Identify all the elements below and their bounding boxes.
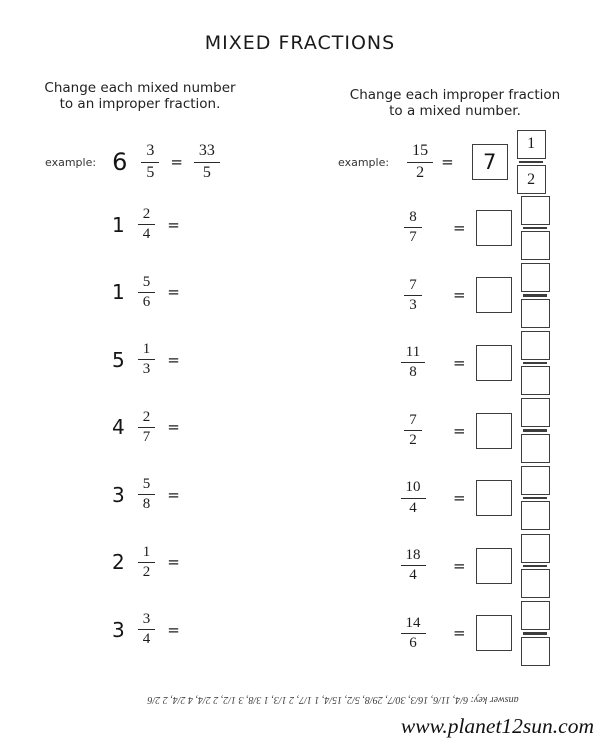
fraction-denominator: 7: [142, 428, 151, 445]
equals-sign: =: [453, 353, 466, 372]
fraction-bar: [523, 362, 547, 365]
fraction-answer-stack: [521, 534, 550, 599]
fraction-denominator: 3: [142, 361, 151, 378]
fraction-denominator: 4: [142, 226, 151, 243]
improper-fraction-problem: [330, 464, 590, 532]
page-title: MIXED FRACTIONS: [204, 32, 396, 54]
fraction-numerator: 10: [401, 479, 426, 498]
whole-number-answer-box[interactable]: [476, 615, 512, 651]
example-label: example:: [45, 155, 97, 169]
fraction: [138, 206, 156, 244]
equals-sign: =: [167, 350, 180, 369]
denominator-answer-box[interactable]: [521, 434, 550, 463]
fraction-denominator: 2: [142, 563, 151, 580]
fraction-numerator: 2: [138, 409, 156, 428]
fraction-numerator: 7: [404, 277, 422, 296]
fraction-denominator: 5: [202, 163, 211, 181]
fraction: [138, 544, 156, 582]
numerator-answer-box[interactable]: [521, 263, 550, 292]
whole-number-answer-box: 7: [472, 144, 508, 180]
fraction-numerator: 2: [138, 206, 156, 225]
numerator-answer-box[interactable]: [521, 398, 550, 427]
fraction-bar: [523, 565, 547, 568]
denominator-answer-box[interactable]: [521, 231, 550, 260]
fraction-bar: [523, 227, 547, 230]
left-instruction-line2: to an improper fraction.: [59, 95, 221, 112]
denominator-answer-box[interactable]: [521, 299, 550, 328]
denominator-answer-box[interactable]: [521, 637, 550, 666]
fraction-denominator: 4: [142, 631, 151, 648]
fraction: [401, 615, 426, 653]
fraction-denominator: 5: [146, 163, 155, 181]
fraction-answer-stack: [521, 398, 550, 463]
fraction-numerator: 5: [138, 274, 156, 293]
fraction-denominator: 2: [416, 163, 425, 181]
fraction-numerator: 18: [401, 547, 426, 566]
fraction-denominator: 8: [409, 364, 417, 381]
fraction: [401, 479, 426, 517]
fraction-answer-stack: [521, 331, 550, 396]
fraction-numerator: 1: [138, 341, 156, 360]
fraction-numerator: 33: [194, 142, 220, 162]
fraction-denominator: 8: [142, 496, 151, 513]
numerator-answer-box[interactable]: [521, 331, 550, 360]
whole-number: 2: [112, 550, 125, 575]
mixed-number-problem: [40, 191, 310, 259]
fraction: [138, 476, 156, 514]
denominator-answer-box[interactable]: [521, 366, 550, 395]
whole-number: 5: [112, 347, 125, 372]
mixed-number-problem: [40, 326, 310, 394]
answer-key: answer key: 6/4, 11/6, 16/3, 30/7, 29/8, 5/2, 15/4, 1 1/7, 2 1/3, 1 3/8, 3 1/2, 2 2/4, 4 2/4, 2 2/6: [147, 694, 519, 705]
fraction-answer-stack: [521, 466, 550, 531]
improper-fraction-problem: [330, 329, 590, 397]
fraction: [138, 274, 156, 312]
mixed-number-problem: [40, 394, 310, 462]
fraction-bar: [523, 632, 547, 635]
fraction-denominator: 7: [409, 229, 417, 246]
numerator-answer-box[interactable]: [521, 196, 550, 225]
right-instruction-line2: to a mixed number.: [389, 102, 521, 119]
fraction-answer-stack: [517, 130, 546, 195]
whole-number-answer-box[interactable]: [476, 413, 512, 449]
mixed-number-problem: [40, 529, 310, 597]
fraction-bar: [519, 161, 543, 164]
fraction: [404, 412, 422, 450]
equals-sign: =: [453, 421, 466, 440]
equals-sign: =: [453, 218, 466, 237]
fraction: [404, 209, 422, 247]
fraction-bar: [523, 497, 547, 500]
fraction: [138, 341, 156, 379]
whole-number-answer-box[interactable]: [476, 548, 512, 584]
whole-number: 1: [112, 212, 125, 237]
example-result-fraction: [194, 142, 220, 182]
numerator-answer-box[interactable]: [521, 466, 550, 495]
equals-sign: =: [167, 215, 180, 234]
example-label: example:: [338, 155, 390, 169]
equals-sign: =: [170, 153, 183, 171]
mixed-number-problem-list: [40, 191, 310, 664]
improper-fraction-problem-list: [330, 194, 590, 667]
fraction-denominator: 6: [409, 634, 417, 651]
equals-sign: =: [167, 620, 180, 639]
numerator-answer-box[interactable]: [521, 534, 550, 563]
right-instructions: [345, 88, 565, 120]
example-whole-number: 6: [112, 148, 128, 176]
improper-fraction-problem: [330, 600, 590, 668]
fraction-denominator: 6: [142, 293, 151, 310]
fraction: [404, 277, 422, 315]
fraction-denominator: 2: [409, 432, 417, 449]
fraction-numerator: 3: [141, 142, 159, 162]
equals-sign: =: [453, 489, 466, 508]
whole-number-answer-box[interactable]: [476, 480, 512, 516]
left-example: [45, 138, 220, 186]
fraction-bar: [523, 294, 547, 297]
improper-fraction-problem: [330, 262, 590, 330]
left-instructions: [30, 81, 250, 113]
whole-number: 1: [112, 280, 125, 305]
equals-sign: =: [441, 153, 454, 171]
denominator-answer-box: 2: [517, 165, 546, 194]
fraction-denominator: 3: [409, 296, 417, 313]
fraction-bar: [523, 429, 547, 432]
website-url: www.planet12sun.com: [400, 714, 594, 738]
fraction: [401, 344, 425, 382]
example-improper-fraction: [407, 142, 433, 182]
fraction-numerator: 11: [401, 344, 425, 363]
fraction: [138, 409, 156, 447]
mixed-number-problem: [40, 461, 310, 529]
fraction-answer-stack: [521, 263, 550, 328]
denominator-answer-box[interactable]: [521, 569, 550, 598]
fraction: [138, 611, 156, 649]
improper-fraction-problem: [330, 532, 590, 600]
whole-number-answer-box[interactable]: [476, 277, 512, 313]
whole-number-answer-box[interactable]: [476, 210, 512, 246]
fraction-numerator: 15: [407, 142, 433, 162]
whole-number-answer-box[interactable]: [476, 345, 512, 381]
example-fraction: [141, 142, 159, 182]
equals-sign: =: [167, 283, 180, 302]
fraction-numerator: 7: [404, 412, 422, 431]
fraction-numerator: 1: [138, 544, 156, 563]
improper-fraction-problem: [330, 194, 590, 262]
denominator-answer-box[interactable]: [521, 501, 550, 530]
fraction-numerator: 14: [401, 615, 426, 634]
fraction-denominator: 4: [409, 567, 417, 584]
fraction-numerator: 3: [138, 611, 156, 630]
equals-sign: =: [453, 556, 466, 575]
fraction-numerator: 8: [404, 209, 422, 228]
whole-number: 3: [112, 617, 125, 642]
fraction: [401, 547, 426, 585]
numerator-answer-box[interactable]: [521, 601, 550, 630]
fraction-answer-stack: [521, 601, 550, 666]
fraction-answer-stack: [521, 196, 550, 261]
right-example: [338, 130, 546, 194]
fraction-numerator: 5: [138, 476, 156, 495]
mixed-number-problem: [40, 596, 310, 664]
left-instruction-line1: Change each mixed number: [44, 80, 236, 96]
equals-sign: =: [453, 624, 466, 643]
fraction-denominator: 4: [409, 499, 417, 516]
numerator-answer-box: 1: [517, 130, 546, 159]
right-instruction-line1: Change each improper fraction: [349, 87, 561, 103]
equals-sign: =: [453, 286, 466, 305]
equals-sign: =: [167, 418, 180, 437]
equals-sign: =: [167, 553, 180, 572]
whole-number: 4: [112, 415, 125, 440]
mixed-number-problem: [40, 259, 310, 327]
equals-sign: =: [167, 485, 180, 504]
whole-number: 3: [112, 482, 125, 507]
improper-fraction-problem: [330, 397, 590, 465]
